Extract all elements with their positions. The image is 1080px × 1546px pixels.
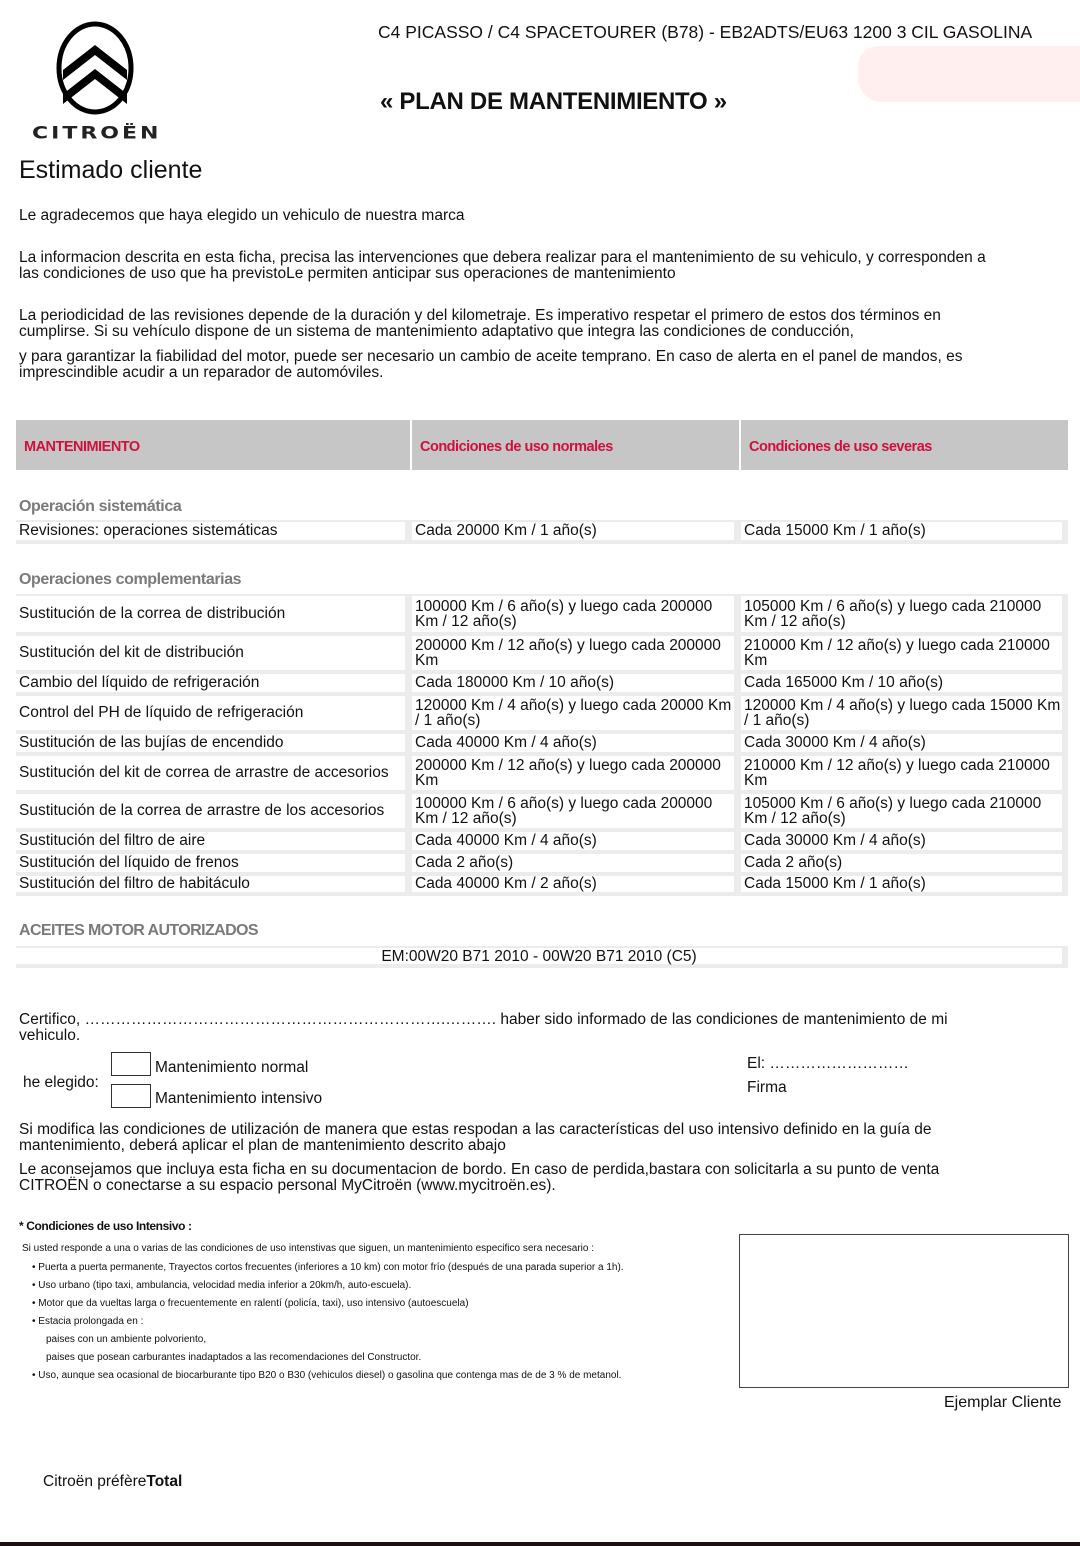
operation-cell: Cambio del líquido de refrigeración — [16, 674, 405, 692]
severe-cell: Cada 165000 Km / 10 año(s) — [741, 674, 1062, 692]
table-row — [16, 754, 1068, 792]
operation-cell: Sustitución del filtro de aire — [16, 832, 405, 850]
certification-text — [19, 1012, 1064, 1044]
table-row — [16, 830, 1068, 852]
intro-paragraph-3 — [19, 308, 1064, 340]
table-row — [16, 852, 1068, 874]
normal-cell: Cada 180000 Km / 10 año(s) — [412, 674, 734, 692]
intensive-item: • Uso urbano (tipo taxi, ambulancia, velocidad media inferior a 20km/h, auto-escuela). — [32, 1280, 412, 1291]
footer-slogan — [43, 1473, 182, 1491]
greeting: Estimado cliente — [19, 156, 203, 184]
intensive-maintenance-label: Mantenimiento intensivo — [155, 1090, 323, 1107]
operation-cell: Sustitución del kit de distribución — [16, 636, 405, 670]
table-row — [16, 694, 1068, 732]
intensive-item: • Motor que da vueltas larga o frecuentemente en ralentí (policía, taxi), uso intensivo (autoescuela) — [32, 1298, 469, 1309]
intensive-title: * Condiciones de uso Intensivo : — [19, 1219, 192, 1233]
citroen-logo-icon — [50, 20, 140, 120]
intensive-subitem: paises que posean carburantes inadaptados a las recomendaciones del Constructor. — [46, 1352, 422, 1363]
normal-cell: Cada 2 año(s) — [412, 854, 734, 872]
operation-cell: Sustitución del líquido de frenos — [16, 854, 405, 872]
severe-cell: 210000 Km / 12 año(s) y luego cada 210000 Km — [741, 756, 1062, 790]
normal-cell: 120000 Km / 4 año(s) y luego cada 20000 Km / 1 año(s) — [412, 696, 734, 730]
copy-label: Ejemplar Cliente — [944, 1394, 1062, 1411]
date-field[interactable]: El: ……………………… — [747, 1055, 909, 1072]
header-normal-conditions: Condiciones de uso normales — [410, 420, 739, 470]
intro-paragraph-1: Le agradecemos que haya elegido un vehiculo de nuestra marca — [19, 207, 465, 224]
notes-paragraph-2 — [19, 1162, 1064, 1194]
redaction-mark — [858, 46, 1080, 102]
operation-cell: Sustitución del kit de correa de arrastre de accesorios — [16, 756, 405, 790]
slogan-prefix: Citroën préfère — [43, 1473, 147, 1490]
intensive-item: • Puerta a puerta permanente, Trayectos cortos frecuentes (inferiores a 10 km) con motor frío (después de una parada superior a 1h). — [32, 1262, 624, 1273]
operation-cell: Sustitución de las bujías de encendido — [16, 734, 405, 752]
table-row — [16, 672, 1068, 694]
severe-cell: 120000 Km / 4 año(s) y luego cada 15000 Km / 1 año(s) — [741, 696, 1062, 730]
intro-paragraph-2 — [19, 250, 1064, 282]
header-maintenance: MANTENIMIENTO — [24, 439, 140, 455]
text-line: las condiciones de uso que ha previstoLe permiten anticipar sus operaciones de mantenimiento — [19, 265, 676, 282]
severe-cell: Cada 15000 Km / 1 año(s) — [741, 522, 1062, 540]
normal-cell: Cada 20000 Km / 1 año(s) — [412, 522, 734, 540]
text-line: Certifico, …………………………………………………………….………. haber sido informado de las condiciones de mantenimiento de mi — [19, 1011, 948, 1028]
oils-value: EM:00W20 B71 2010 - 00W20 B71 2010 (C5) — [16, 948, 1062, 964]
section-complementary: Operaciones complementarias — [19, 571, 242, 588]
oils-box — [16, 946, 1068, 968]
severe-cell: 105000 Km / 6 año(s) y luego cada 210000 Km / 12 año(s) — [741, 794, 1062, 828]
text-line: y para garantizar la fiabilidad del motor, puede ser necesario un cambio de aceite temprano. En caso de alerta en el panel de mandos, es — [19, 348, 963, 365]
normal-cell: Cada 40000 Km / 2 año(s) — [412, 876, 734, 892]
normal-cell: Cada 40000 Km / 4 año(s) — [412, 734, 734, 752]
operation-cell: Control del PH de líquido de refrigeración — [16, 696, 405, 730]
normal-cell: 100000 Km / 6 año(s) y luego cada 200000 Km / 12 año(s) — [412, 596, 734, 632]
operation-cell: Sustitución del filtro de habitáculo — [16, 876, 405, 892]
operation-cell: Revisiones: operaciones sistemáticas — [16, 522, 405, 540]
signature-label: Firma — [747, 1079, 787, 1096]
text-line: CITROËN o conectarse a su espacio personal MyCitroën (www.mycitroën.es). — [19, 1177, 556, 1194]
maintenance-table-header — [16, 420, 1068, 470]
table-row — [16, 634, 1068, 672]
severe-cell: 105000 Km / 6 año(s) y luego cada 210000 Km / 12 año(s) — [741, 596, 1062, 632]
slogan-brand: Total — [146, 1473, 183, 1490]
normal-cell: Cada 40000 Km / 4 año(s) — [412, 832, 734, 850]
intensive-item: • Estacia prolongada en : — [32, 1316, 144, 1327]
severe-cell: Cada 2 año(s) — [741, 854, 1062, 872]
intensive-subitem: paises con un ambiente polvoriento, — [46, 1334, 207, 1345]
table-row — [16, 732, 1068, 754]
notes-paragraph-1 — [19, 1122, 1064, 1154]
operation-cell: Sustitución de la correa de arrastre de los accesorios — [16, 794, 405, 828]
text-line: Le aconsejamos que incluya esta ficha en su documentacion de bordo. En caso de perdida,bastara con solicitarla a su punto de venta — [19, 1161, 940, 1178]
normal-cell: 200000 Km / 12 año(s) y luego cada 200000 Km — [412, 636, 734, 670]
signature-box[interactable] — [739, 1234, 1069, 1388]
severe-cell: Cada 30000 Km / 4 año(s) — [741, 734, 1062, 752]
severe-cell: Cada 30000 Km / 4 año(s) — [741, 832, 1062, 850]
severe-cell: Cada 15000 Km / 1 año(s) — [741, 876, 1062, 892]
vehicle-title: C4 PICASSO / C4 SPACETOURER (B78) - EB2ADTS/EU63 1200 3 CIL GASOLINA — [378, 22, 1033, 42]
oils-label: ACEITES MOTOR AUTORIZADOS — [19, 922, 258, 939]
normal-maintenance-label: Mantenimiento normal — [155, 1059, 309, 1076]
table-row — [16, 594, 1068, 634]
normal-cell: 200000 Km / 12 año(s) y luego cada 200000 Km — [412, 756, 734, 790]
brand-wordmark: CITROËN — [32, 124, 162, 143]
text-line: mantenimiento, deberá aplicar el plan de mantenimiento descrito abajo — [19, 1137, 506, 1154]
severe-cell: 210000 Km / 12 año(s) y luego cada 210000 Km — [741, 636, 1062, 670]
chosen-label: he elegido: — [23, 1074, 99, 1091]
page-title: « PLAN DE MANTENIMIENTO » — [380, 88, 727, 115]
operation-cell: Sustitución de la correa de distribución — [16, 596, 405, 632]
text-line: vehiculo. — [19, 1027, 81, 1044]
normal-maintenance-checkbox[interactable] — [111, 1052, 151, 1076]
section-systematic: Operación sistemática — [19, 498, 182, 515]
intro-paragraph-4 — [19, 349, 1064, 381]
text-line: Si modifica las condiciones de utilización de manera que estas respodan a las características del uso intensivo definido en la guía de — [19, 1121, 932, 1138]
text-line: cumplirse. Si su vehículo dispone de un sistema de mantenimiento adaptativo que integra las condiciones de conducción, — [19, 323, 854, 340]
table-row — [16, 520, 1068, 544]
intensive-intro: Si usted responde a una o varias de las condiciones de uso intenstivas que siguen, un mantenimiento especifico sera necesario : — [22, 1243, 595, 1254]
header-severe-conditions: Condiciones de uso severas — [739, 420, 1068, 470]
text-line: La periodicidad de las revisiones depende de la duración y del kilometraje. Es imperativo respetar el primero de estos dos términos en — [19, 307, 941, 324]
bottom-border — [0, 1542, 1080, 1546]
text-line: La informacion descrita en esta ficha, precisa las intervenciones que debera realizar para el mantenimiento de su vehiculo, y corresponden a — [19, 249, 986, 266]
intensive-item: • Uso, aunque sea ocasional de biocarburante tipo B20 o B30 (vehiculos diesel) o gasolina que contenga mas de de 3 % de metanol. — [32, 1370, 622, 1381]
normal-cell: 100000 Km / 6 año(s) y luego cada 200000 Km / 12 año(s) — [412, 794, 734, 828]
table-row — [16, 792, 1068, 830]
intensive-maintenance-checkbox[interactable] — [111, 1084, 151, 1108]
text-line: imprescindible acudir a un reparador de automóviles. — [19, 364, 384, 381]
table-row — [16, 874, 1068, 896]
